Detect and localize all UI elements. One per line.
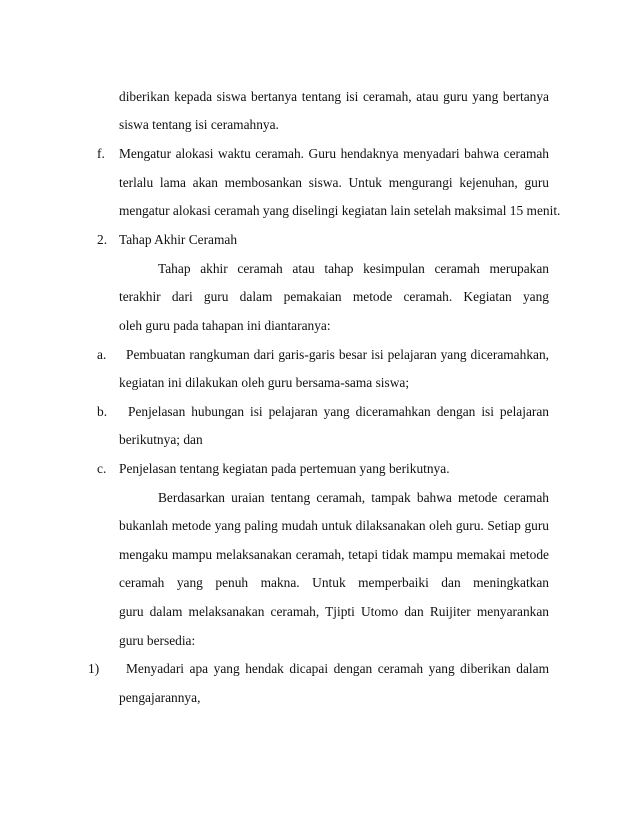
text-line: siswa tentang isi ceramahnya. <box>119 117 279 132</box>
text-line: berikutnya; dan <box>119 432 203 447</box>
text-line: terlalu lama akan membosankan siswa. Untuk mengurangi kejenuhan, guru <box>119 175 549 190</box>
list-marker-b: b. <box>97 404 108 419</box>
list-marker-2: 2. <box>97 232 108 247</box>
list-marker-f: f. <box>97 146 105 161</box>
section-heading: Tahap Akhir Ceramah <box>119 232 238 247</box>
text-line: diberikan kepada siswa bertanya tentang isi ceramah, atau guru yang bertanya <box>119 89 549 104</box>
text-line: Berdasarkan uraian tentang ceramah, tampak bahwa metode ceramah <box>158 490 549 505</box>
list-marker-c: c. <box>97 461 107 476</box>
text-line: mengatur alokasi ceramah yang diselingi kegiatan lain setelah maksimal 15 menit. <box>119 203 561 218</box>
text-line: terakhir dari guru dalam pemakaian metode ceramah. Kegiatan yang <box>119 289 549 304</box>
text-line: mengaku mampu melaksanakan ceramah, tetapi tidak mampu memakai metode <box>119 547 549 562</box>
text-line: pengajarannya, <box>119 690 201 705</box>
text-line: oleh guru pada tahapan ini diantaranya: <box>119 318 331 333</box>
text-line: ceramah yang penuh makna. Untuk memperbaiki dan meningkatkan <box>119 575 549 590</box>
text-line: Tahap akhir ceramah atau tahap kesimpulan ceramah merupakan <box>158 261 549 276</box>
text-line: guru bersedia: <box>119 633 196 648</box>
text-line: Penjelasan tentang kegiatan pada pertemuan yang berikutnya. <box>119 461 450 476</box>
text-line: Pembuatan rangkuman dari garis-garis besar isi pelajaran yang diceramahkan, <box>126 347 549 362</box>
list-marker-1: 1) <box>88 661 100 676</box>
text-line: Penjelasan hubungan isi pelajaran yang diceramahkan dengan isi pelajaran <box>128 404 549 419</box>
text-line: Menyadari apa yang hendak dicapai dengan ceramah yang diberikan dalam <box>126 661 549 676</box>
list-marker-a: a. <box>97 347 107 362</box>
text-line: kegiatan ini dilakukan oleh guru bersama-sama siswa; <box>119 375 410 390</box>
text-line: Mengatur alokasi waktu ceramah. Guru hendaknya menyadari bahwa ceramah <box>119 146 549 161</box>
text-line: guru dalam melaksanakan ceramah, Tjipti Utomo dan Ruijiter menyarankan <box>119 604 549 619</box>
text-line: bukanlah metode yang paling mudah untuk dilaksanakan oleh guru. Setiap guru <box>119 518 549 533</box>
